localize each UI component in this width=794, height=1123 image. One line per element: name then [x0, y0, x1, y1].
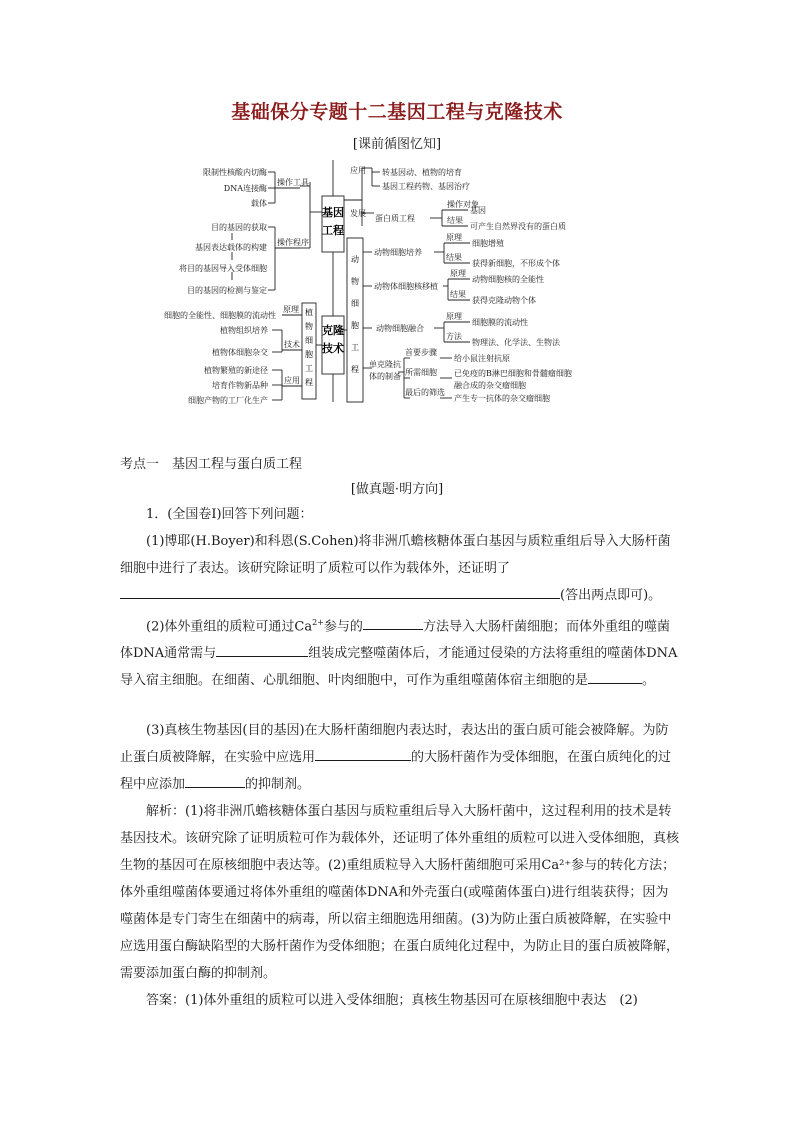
question-intro: 1．(全国卷Ⅰ)回答下列问题： [146, 507, 313, 522]
answer-blank[interactable] [185, 773, 245, 788]
q1-part2-text: 参与的 [323, 619, 363, 635]
protein-engineering: 蛋白质工程 [375, 214, 415, 223]
plant-technique: 植物体细胞杂交 [212, 348, 268, 357]
q1-part3-text: (3)真核生物基因(目的基因)在大肠杆菌细胞内表达时，表达出的蛋白质可能会被降解。为防止蛋白质被降解，在实验中应选用 [120, 723, 669, 765]
step-value: 产生专一抗体的杂交瘤细胞 [454, 394, 550, 403]
center-label-gene: 基因工程 [322, 206, 344, 237]
nuclear-result: 获得克隆动物个体 [472, 296, 536, 305]
step-item: 目的基因的获取 [211, 223, 267, 232]
step-value: 给小鼠注射抗原 [454, 354, 510, 363]
section-subheading: [做真题·明方向] [350, 482, 444, 497]
plant-application: 培育作物新品种 [212, 381, 268, 390]
section-title: 考点一 基因工程与蛋白质工程 [120, 457, 303, 472]
answer-blank[interactable] [216, 642, 308, 657]
plant-principle-label: 原理 [283, 305, 299, 314]
answer-blank[interactable] [363, 615, 423, 630]
plant-technique: 植物组织培养 [220, 326, 268, 335]
answer-paragraph: 答案：(1)体外重组的质粒可以进入受体细胞；真核生物基因可在原核细胞中表达 (2) [146, 993, 638, 1008]
answer-blank[interactable] [120, 584, 560, 599]
step-label: 所需细胞 [405, 368, 437, 377]
method-label: 方法 [446, 332, 462, 341]
q1-part2-text: (2)体外重组的质粒可通过Ca [146, 619, 313, 635]
q1-part2-text: 。 [642, 673, 656, 689]
center-label-clone: 克隆技术 [322, 324, 344, 355]
q1-part1-end: (答出两点即可)。 [560, 588, 662, 603]
plant-vertical-label: 植物细胞工程 [305, 308, 313, 387]
fusion-method: 物理法、化学法、生物法 [472, 338, 560, 347]
q1-part2-text: 方法导入大肠杆菌细胞；而体外重组的噬菌体DNA通常需与 [120, 619, 670, 662]
gene-apply-label: 应用 [350, 166, 366, 175]
step-label: 首要步骤 [405, 348, 437, 357]
tool-item: DNA连接酶 [223, 184, 267, 193]
analysis-paragraph: 解析：(1)将非洲爪蟾核糖体蛋白基因与质粒重组后导入大肠杆菌中，这过程利用的技术是转基因技术。该研究除了证明质粒可作为载体外，还证明了体外重组的质粒可以进入受体细胞，真核生物的基因可在原核细胞中表达等。(2)重组质粒导入大肠杆菌细胞可采用Ca²⁺参与的转化方法；体外重组噬菌体要通过将体外重组的噬菌体DNA和外壳蛋白(或噬菌体蛋白)进行组装获得；因为噬菌体是专门寄生在细菌中的病毒，所以宿主细胞选用细菌。(3)为防止蛋白质被降解，在实验中应选用蛋白酶缺陷型的大肠杆菌作为受体细胞；在蛋白质纯化过程中，为防止目的蛋白质被降解，需要添加蛋白酶的抑制剂。 [120, 804, 680, 981]
gene-develop-label: 发展 [350, 209, 366, 218]
result-label: 结果 [447, 216, 463, 225]
tools-label: 操作工具 [277, 178, 309, 187]
result-value: 可产生自然界没有的蛋白质 [470, 222, 566, 231]
principle-label: 原理 [450, 269, 466, 278]
q1-part3-text: 的抑制剂。 [245, 777, 311, 792]
plant-principle: 细胞的全能性、细胞膜的流动性 [164, 311, 276, 320]
question-part-1 [120, 528, 680, 609]
result-label: 结果 [446, 253, 462, 262]
principle-label: 原理 [446, 312, 462, 321]
culture-principle: 细胞增殖 [472, 239, 504, 248]
plant-apply-label: 应用 [284, 376, 300, 385]
fusion-principle: 细胞膜的流动性 [472, 318, 528, 327]
animal-culture: 动物细胞培养 [374, 248, 422, 257]
principle-label: 原理 [446, 233, 462, 242]
gene-application: 基因工程药物、基因治疗 [382, 182, 470, 191]
plant-application: 细胞产物的工厂化生产 [188, 396, 268, 405]
page-title: 基础保分专题十二基因工程与克隆技术 [231, 101, 563, 123]
step-value: 融合成的杂交瘤细胞 [454, 381, 526, 390]
plant-tech-label: 技术 [284, 340, 300, 349]
animal-cell-fusion: 动物细胞融合 [376, 324, 424, 333]
answer-blank[interactable] [588, 669, 642, 684]
q1-part1-text: (1)博耶(H.Boyer)和科恩(S.Cohen)将非洲爪蟾核糖体蛋白基因与质粒重组后导入大肠杆菌细胞中进行了表达。该研究除证明了质粒可以作为载体外，还证明了 [120, 534, 671, 576]
monoclonal-label: 体的制备 [369, 372, 401, 381]
plant-application: 植物繁殖的新途径 [204, 366, 268, 375]
animal-vertical-label: 动物细胞工程 [351, 255, 359, 374]
program-label: 操作程序 [277, 238, 309, 247]
step-item: 将目的基因导入受体细胞 [179, 264, 267, 273]
diagram-caption: [课前循图忆知] [352, 137, 442, 152]
step-label: 最后的筛选 [405, 388, 445, 397]
step-value: 已免疫的B淋巴细胞和骨髓瘤细胞 [454, 369, 572, 378]
animal-nuclear-transfer: 动物体细胞核移植 [374, 282, 438, 291]
result-label: 结果 [450, 290, 466, 299]
culture-result: 获得新细胞，不形成个体 [472, 259, 560, 268]
q1-part3-text: 的大肠杆菌作为受体细胞，在蛋白质纯化的过程中应添加 [120, 750, 672, 792]
object-label: 操作对象 [447, 200, 479, 209]
tool-item: 限制性核酸内切酶 [203, 168, 267, 177]
monoclonal-label: 单克隆抗 [369, 360, 401, 369]
gene-application: 转基因动、植物的培育 [382, 168, 462, 177]
question-part-3 [120, 717, 680, 798]
step-item: 基因表达载体的构建 [195, 243, 267, 252]
tool-item: 载体 [251, 199, 267, 208]
q1-part2-text: 组装成完整噬菌体后，才能通过侵染的方法将重组的噬菌体DNA导入宿主细胞。在细菌、心肌细胞、叶肉细胞中，可作为重组噬菌体宿主细胞的是 [120, 646, 678, 689]
nuclear-principle: 动物细胞核的全能性 [472, 275, 544, 284]
concept-map [0, 0, 794, 420]
step-item: 目的基因的检测与鉴定 [187, 286, 267, 295]
superscript: 2+ [312, 618, 324, 627]
answer-blank[interactable] [315, 746, 411, 761]
question-part-2 [120, 609, 680, 694]
object-value: 基因 [470, 206, 486, 215]
